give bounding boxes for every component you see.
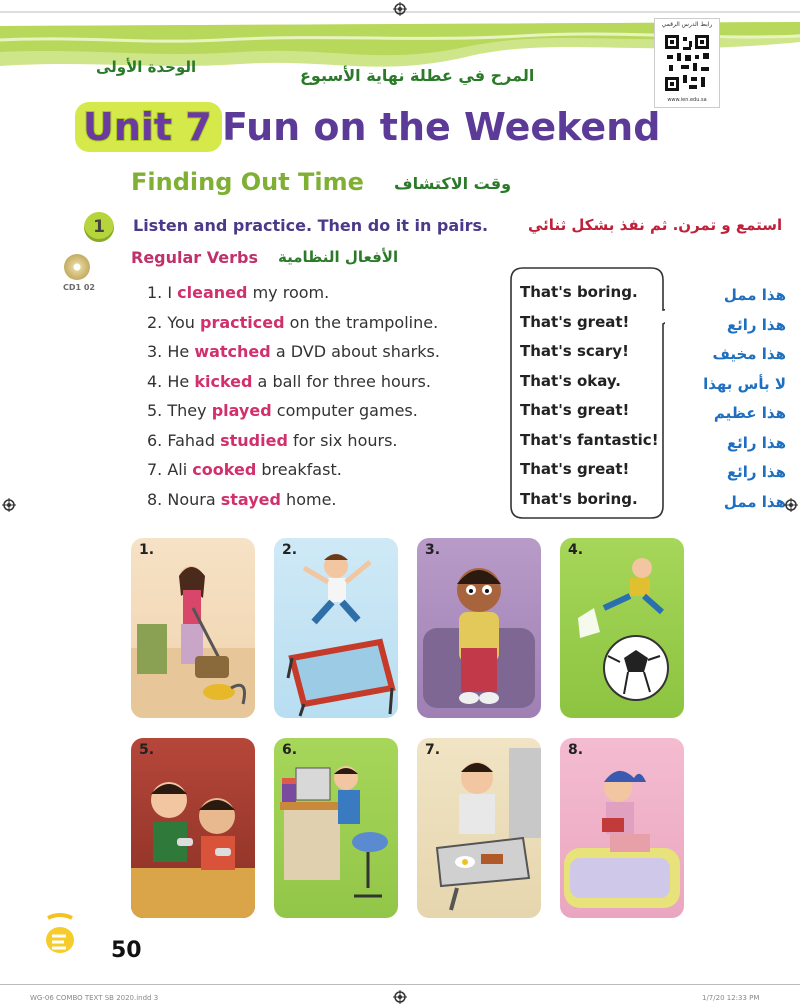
- sentence-item: [147, 401, 507, 431]
- girl-vacuuming-illustration: [131, 538, 255, 718]
- sentence-item: [147, 431, 507, 461]
- publisher-logo-icon: [42, 912, 78, 956]
- registration-mark-icon: [784, 498, 798, 512]
- unit-number-badge: Unit 7: [75, 102, 222, 152]
- qr-code-icon: [663, 33, 711, 93]
- sentence-verb: cleaned: [177, 283, 248, 302]
- sentence-verb: played: [211, 401, 272, 420]
- sentence-rest: a ball for three hours.: [257, 371, 431, 391]
- response-item: That's okay.: [520, 371, 621, 390]
- picture-trampoline: [274, 538, 398, 718]
- scared-boy-illustration: [417, 538, 541, 718]
- print-timestamp: 1/7/20 12:33 PM: [702, 994, 760, 1002]
- arabic-translation-list: [660, 286, 786, 522]
- translation-item: هذا رائع: [726, 463, 786, 481]
- activity-instruction-arabic: استمع و تمرن. ثم نفذ بشكل ثنائي: [528, 216, 783, 234]
- page-number: 50: [111, 938, 142, 963]
- picture-number: 3.: [425, 542, 441, 558]
- sentence-item: [147, 313, 507, 343]
- response-item: That's great!: [520, 460, 630, 478]
- sentence-rest: computer games.: [276, 401, 418, 420]
- picture-computer-games: [131, 738, 255, 918]
- response-item: That's fantastic!: [520, 430, 659, 449]
- picture-kicking-ball: [560, 538, 684, 718]
- picture-number: 7.: [425, 742, 441, 758]
- translation-item: هذا عظيم: [713, 404, 786, 422]
- qr-caption: رابط الدرس الرقمي: [661, 21, 713, 28]
- translation-item: لا بأس بهذا: [703, 374, 786, 393]
- section-title-arabic: وقت الاكتشاف: [394, 174, 512, 193]
- boys-playing-games-illustration: [131, 738, 255, 918]
- translation-item: هذا ممل: [723, 492, 786, 511]
- sentence-number: 2.: [147, 312, 163, 332]
- qr-url: www.ien.edu.sa: [667, 97, 707, 103]
- picture-studying: [274, 738, 398, 918]
- sentence-subject: I: [167, 283, 173, 302]
- sentence-item: [147, 490, 507, 520]
- sentence-subject: He: [167, 342, 190, 361]
- response-item: That's great!: [520, 312, 630, 331]
- response-item: That's boring.: [520, 283, 638, 301]
- boy-cooking-illustration: [417, 738, 541, 918]
- sentence-subject: He: [167, 371, 190, 391]
- sentence-verb: stayed: [220, 489, 281, 509]
- unit-label-arabic: الوحدة الأولى: [96, 58, 197, 76]
- sentence-verb: watched: [194, 342, 271, 361]
- unit-title: Fun on the Weekend: [222, 105, 661, 149]
- response-item: That's scary!: [520, 342, 629, 360]
- digital-lesson-qr[interactable]: [654, 18, 720, 108]
- response-list: [520, 283, 670, 519]
- activity-instruction: Listen and practice. Then do it in pairs.: [133, 216, 489, 235]
- unit-subtitle-arabic: المرح في عطلة نهاية الأسبوع: [300, 66, 535, 85]
- picture-number: 4.: [568, 542, 584, 558]
- sentence-rest: on the trampoline.: [289, 312, 439, 332]
- picture-staying-home: [560, 738, 684, 918]
- picture-number: 2.: [282, 542, 298, 558]
- sentence-subject: Fahad: [167, 430, 215, 450]
- boy-studying-illustration: [274, 738, 398, 918]
- translation-item: هذا مخيف: [712, 345, 786, 363]
- registration-mark-icon: [393, 2, 407, 16]
- sentence-number: 8.: [147, 489, 163, 509]
- section-title: Finding Out Time: [131, 168, 364, 196]
- cd-track-label: CD1 02: [63, 283, 95, 292]
- print-file-info: WG-06 COMBO TEXT SB 2020.indd 3: [30, 994, 159, 1002]
- sentence-verb: cooked: [192, 460, 257, 479]
- sentence-list: [147, 283, 507, 519]
- picture-cleaning-room: [131, 538, 255, 718]
- translation-item: هذا رائع: [726, 433, 786, 452]
- registration-mark-icon: [393, 990, 407, 1004]
- sentence-number: 6.: [147, 430, 163, 450]
- subheading-regular-verbs: Regular Verbs: [131, 248, 258, 267]
- picture-cooking: [417, 738, 541, 918]
- picture-number: 8.: [568, 742, 584, 758]
- picture-number: 5.: [139, 742, 155, 758]
- sentence-rest: for six hours.: [293, 430, 398, 450]
- sentence-item: [147, 283, 507, 313]
- sentence-subject: Noura: [167, 489, 216, 509]
- sentence-subject: They: [167, 401, 207, 420]
- picture-number: 6.: [282, 742, 298, 758]
- boy-kicking-ball-illustration: [560, 538, 684, 718]
- girl-reading-home-illustration: [560, 738, 684, 918]
- sentence-verb: practiced: [200, 312, 285, 332]
- audio-cd-icon[interactable]: [64, 254, 90, 280]
- sentence-item: [147, 372, 507, 402]
- picture-watching-dvd: [417, 538, 541, 718]
- sentence-number: 4.: [147, 371, 163, 391]
- sentence-subject: You: [167, 312, 195, 332]
- sentence-rest: breakfast.: [261, 460, 342, 479]
- sentence-rest: a DVD about sharks.: [275, 342, 440, 361]
- translation-item: هذا رائع: [726, 315, 786, 334]
- sentence-number: 5.: [147, 401, 163, 420]
- sentence-rest: home.: [286, 489, 337, 509]
- registration-mark-icon: [2, 498, 16, 512]
- sentence-verb: kicked: [194, 371, 253, 391]
- sentence-number: 7.: [147, 460, 163, 479]
- response-item: That's great!: [520, 401, 630, 419]
- subheading-arabic: الأفعال النظامية: [278, 248, 399, 266]
- response-item: That's boring.: [520, 489, 638, 508]
- footer-divider: [0, 984, 800, 985]
- sentence-item: [147, 342, 507, 372]
- sentence-rest: my room.: [252, 283, 330, 302]
- picture-number: 1.: [139, 542, 155, 558]
- sentence-subject: Ali: [167, 460, 188, 479]
- sentence-number: 1.: [147, 283, 163, 302]
- sentence-item: [147, 460, 507, 490]
- translation-item: هذا ممل: [723, 286, 786, 304]
- sentence-verb: studied: [220, 430, 288, 450]
- activity-number-badge: 1: [84, 212, 114, 242]
- sentence-number: 3.: [147, 342, 163, 361]
- boy-trampoline-illustration: [274, 538, 398, 718]
